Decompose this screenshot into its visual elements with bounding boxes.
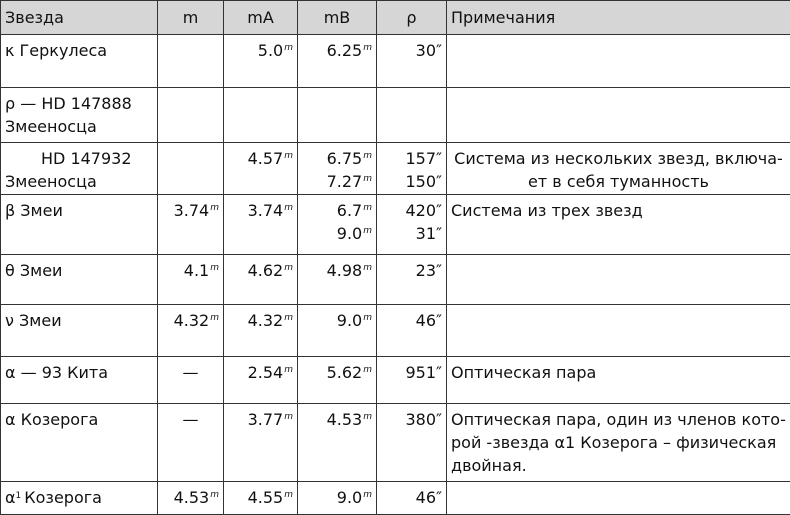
magnitude-unit: m (363, 313, 372, 323)
cell-ma (224, 357, 298, 404)
cell-mb (298, 305, 377, 357)
cell-mb-line (302, 222, 372, 245)
header-ma: mA (224, 1, 298, 35)
magnitude-value: 5.0 (258, 41, 283, 60)
cell-ma-line (228, 147, 293, 170)
cell-m (158, 195, 224, 255)
cell-mb (298, 482, 377, 515)
table-row (1, 305, 790, 357)
cell-ma (224, 255, 298, 305)
magnitude-value: 4.57 (248, 149, 284, 168)
cell-rho-line: 150″ (381, 170, 442, 193)
cell-mb-line (302, 408, 372, 431)
cell-star (1, 195, 158, 255)
cell-m (158, 305, 224, 357)
cell-rho-line: 46″ (381, 486, 442, 509)
magnitude-value: 4.53 (327, 410, 363, 429)
cell-rho (377, 88, 447, 143)
star-superscript: 1 (16, 491, 22, 501)
cell-mb-line (302, 361, 372, 384)
cell-mb-line (302, 259, 372, 282)
magnitude-value: 4.32 (248, 311, 284, 330)
star-constellation: Козерога (24, 488, 102, 507)
cell-rho (377, 357, 447, 404)
header-star: Звезда (1, 1, 158, 35)
cell-mb-line (302, 170, 372, 193)
cell-mb-line (302, 39, 372, 62)
cell-m (158, 143, 224, 195)
cell-ma (224, 35, 298, 88)
cell-notes-line: рой -звезда α1 Козерога – физическая (451, 431, 786, 454)
cell-star-line: β Змеи (5, 199, 153, 222)
magnitude-unit: m (284, 313, 293, 323)
header-rho: ρ (377, 1, 447, 35)
magnitude-unit: m (363, 43, 372, 53)
cell-mb-line (302, 147, 372, 170)
magnitude-unit: m (284, 490, 293, 500)
cell-star-line: α Козерога (5, 408, 153, 431)
cell-notes (447, 357, 790, 404)
cell-mb-line (302, 199, 372, 222)
cell-m-line (162, 199, 219, 222)
table-row (1, 35, 790, 88)
magnitude-value: 3.77 (248, 410, 284, 429)
cell-mb-line (302, 486, 372, 509)
magnitude-value: 9.0 (337, 488, 362, 507)
cell-mb (298, 88, 377, 143)
cell-ma-line (228, 486, 293, 509)
cell-star (1, 357, 158, 404)
cell-mb (298, 404, 377, 482)
cell-notes-line: Оптическая пара, один из членов кото- (451, 408, 786, 431)
cell-ma (224, 305, 298, 357)
cell-ma-line (228, 309, 293, 332)
magnitude-unit: m (363, 151, 372, 161)
cell-mb (298, 255, 377, 305)
cell-notes-line: Система из нескольких звезд, включа- (451, 147, 786, 170)
cell-notes-line: Система из трех звезд (451, 199, 786, 222)
cell-rho-line: 30″ (381, 39, 442, 62)
magnitude-unit: m (284, 151, 293, 161)
magnitude-value: 9.0 (337, 224, 362, 243)
magnitude-unit: m (363, 490, 372, 500)
cell-ma-line (228, 361, 293, 384)
cell-star-line: HD 147932 (5, 147, 153, 170)
cell-ma-line (228, 39, 293, 62)
magnitude-value: 4.55 (248, 488, 284, 507)
cell-star-line: Змееносца (5, 170, 153, 193)
cell-m (158, 404, 224, 482)
magnitude-value: 4.53 (174, 488, 210, 507)
magnitude-value: 2.54 (248, 363, 284, 382)
cell-rho-line: 951″ (381, 361, 442, 384)
cell-mb (298, 357, 377, 404)
cell-notes (447, 143, 790, 195)
cell-star-line: ν Змеи (5, 309, 153, 332)
cell-m-line (162, 486, 219, 509)
cell-m (158, 255, 224, 305)
magnitude-value: 4.98 (327, 261, 363, 280)
header-m: m (158, 1, 224, 35)
cell-star-line: ρ — HD 147888 (5, 92, 153, 115)
table-row (1, 404, 790, 482)
cell-star (1, 35, 158, 88)
cell-mb-line (302, 309, 372, 332)
cell-m-line (162, 309, 219, 332)
cell-notes (447, 404, 790, 482)
magnitude-value: 5.62 (327, 363, 363, 382)
cell-star (1, 143, 158, 195)
cell-ma-line (228, 259, 293, 282)
cell-notes (447, 305, 790, 357)
cell-m (158, 88, 224, 143)
table-row (1, 195, 790, 255)
cell-rho (377, 255, 447, 305)
magnitude-value: 4.32 (174, 311, 210, 330)
cell-star-line (5, 486, 153, 509)
magnitude-unit: m (363, 412, 372, 422)
cell-m (158, 35, 224, 88)
cell-rho-line: 420″ (381, 199, 442, 222)
cell-rho (377, 482, 447, 515)
magnitude-value: 4.1 (184, 261, 209, 280)
table-body (1, 35, 790, 515)
cell-ma (224, 143, 298, 195)
magnitude-unit: m (210, 313, 219, 323)
cell-star (1, 88, 158, 143)
cell-mb (298, 143, 377, 195)
magnitude-unit: m (363, 203, 372, 213)
cell-rho-line: 31″ (381, 222, 442, 245)
cell-ma (224, 482, 298, 515)
cell-star-line: Змееносца (5, 115, 153, 138)
cell-mb (298, 195, 377, 255)
cell-notes-line: ет в себя туманность (451, 170, 786, 193)
header-notes: Примечания (447, 1, 790, 35)
header-mb: mB (298, 1, 377, 35)
cell-notes (447, 88, 790, 143)
cell-ma-line (228, 199, 293, 222)
cell-rho-line: 23″ (381, 259, 442, 282)
magnitude-value: 3.74 (248, 201, 284, 220)
cell-rho (377, 305, 447, 357)
cell-m (158, 482, 224, 515)
cell-notes (447, 482, 790, 515)
magnitude-unit: m (363, 263, 372, 273)
cell-star-line: α — 93 Кита (5, 361, 153, 384)
cell-ma (224, 88, 298, 143)
cell-notes (447, 35, 790, 88)
cell-m-line: — (162, 361, 219, 384)
cell-notes-line: Оптическая пара (451, 361, 786, 384)
magnitude-unit: m (284, 203, 293, 213)
magnitude-value: 6.7 (337, 201, 362, 220)
star-greek-letter: α (5, 488, 16, 507)
cell-ma (224, 404, 298, 482)
cell-rho (377, 35, 447, 88)
magnitude-unit: m (363, 174, 372, 184)
cell-star (1, 255, 158, 305)
magnitude-value: 3.74 (174, 201, 210, 220)
cell-rho (377, 195, 447, 255)
cell-mb (298, 35, 377, 88)
magnitude-unit: m (284, 365, 293, 375)
table-row (1, 88, 790, 143)
cell-rho (377, 143, 447, 195)
magnitude-value: 4.62 (248, 261, 284, 280)
magnitude-value: 6.75 (327, 149, 363, 168)
table-row (1, 143, 790, 195)
cell-star-line: κ Геркулеса (5, 39, 153, 62)
magnitude-unit: m (210, 490, 219, 500)
table-row (1, 482, 790, 515)
cell-notes (447, 195, 790, 255)
cell-m-line (162, 259, 219, 282)
cell-notes-line: двойная. (451, 454, 786, 477)
magnitude-value: 7.27 (327, 172, 363, 191)
cell-star-line: θ Змеи (5, 259, 153, 282)
magnitude-unit: m (210, 263, 219, 273)
cell-m (158, 357, 224, 404)
magnitude-unit: m (284, 43, 293, 53)
table-header (1, 1, 790, 35)
cell-rho-line: 380″ (381, 408, 442, 431)
table-row (1, 357, 790, 404)
cell-m-line: — (162, 408, 219, 431)
cell-rho-line: 46″ (381, 309, 442, 332)
cell-star (1, 404, 158, 482)
magnitude-unit: m (363, 365, 372, 375)
magnitude-value: 6.25 (327, 41, 363, 60)
header-row (1, 1, 790, 35)
magnitude-unit: m (210, 203, 219, 213)
magnitude-value: 9.0 (337, 311, 362, 330)
cell-star (1, 305, 158, 357)
cell-rho (377, 404, 447, 482)
cell-star (1, 482, 158, 515)
magnitude-unit: m (363, 226, 372, 236)
table-row (1, 255, 790, 305)
cell-notes (447, 255, 790, 305)
cell-ma (224, 195, 298, 255)
magnitude-unit: m (284, 263, 293, 273)
magnitude-unit: m (284, 412, 293, 422)
cell-ma-line (228, 408, 293, 431)
cell-rho-line: 157″ (381, 147, 442, 170)
